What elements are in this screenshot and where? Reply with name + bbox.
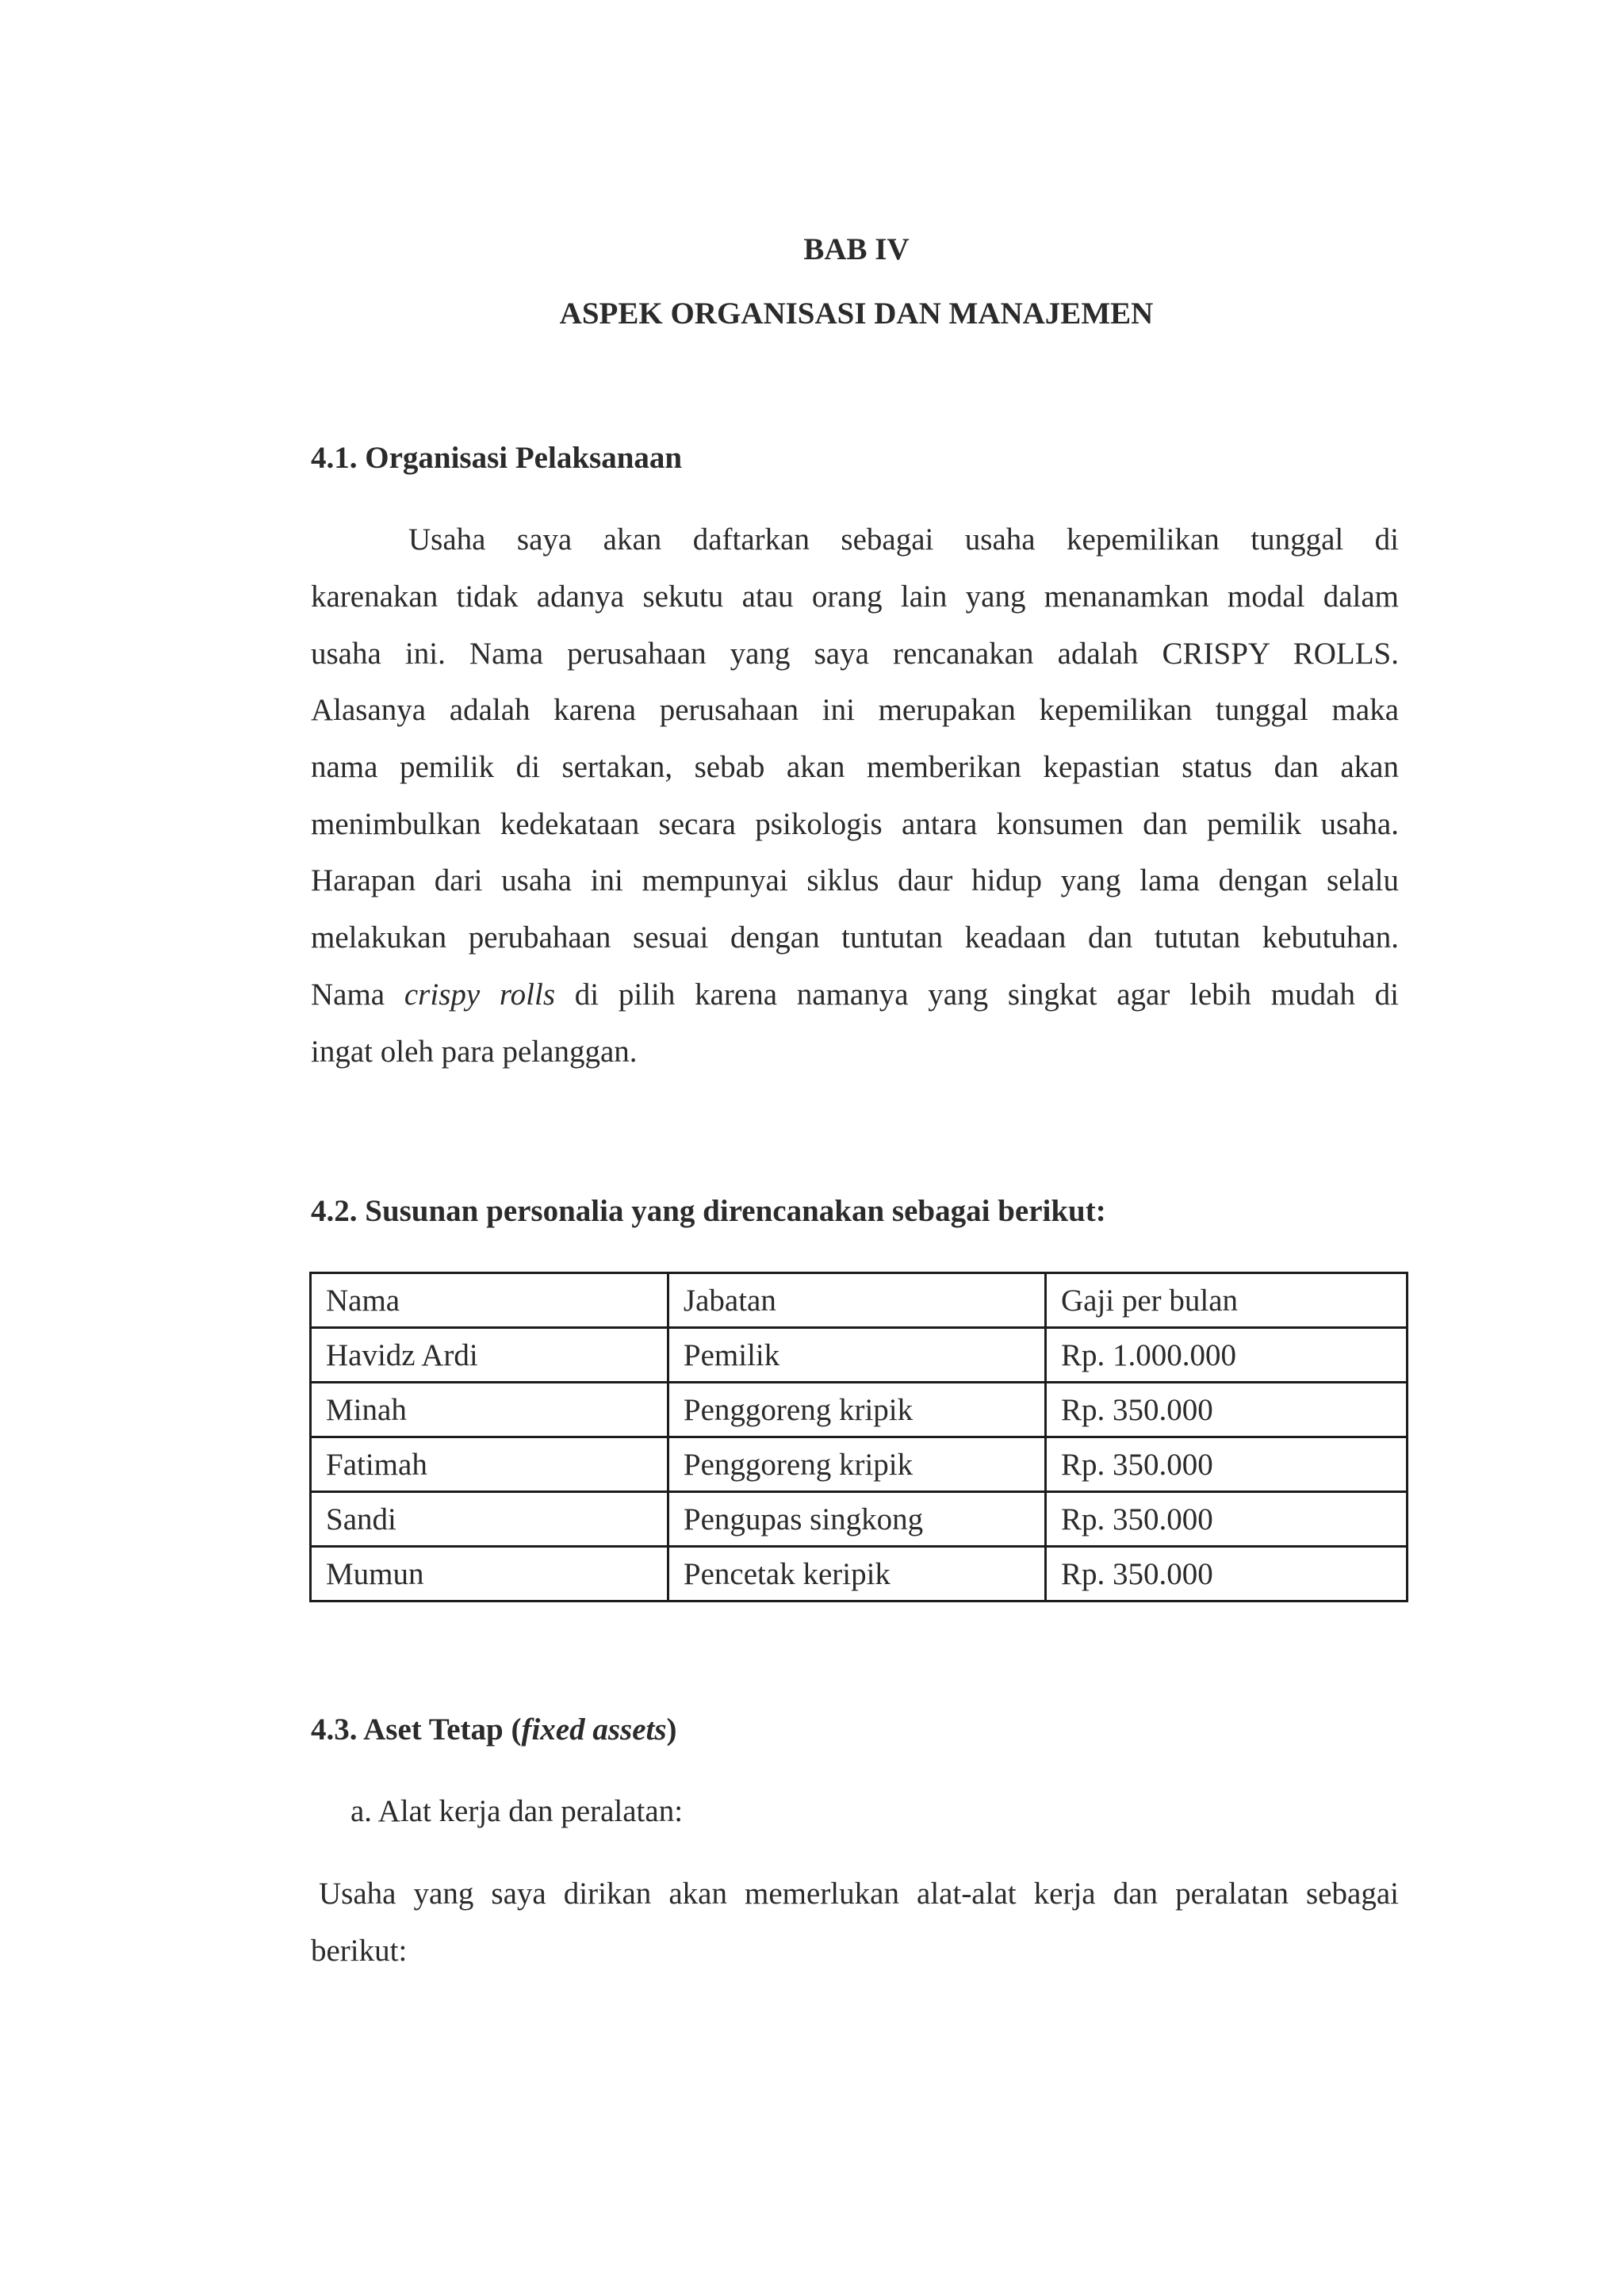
- paragraph-text: di pilih karena namanya yang singkat agar lebih mudah di: [574, 978, 1400, 1012]
- chapter-title: ASPEK ORGANISASI DAN MANAJEMEN: [559, 297, 1154, 331]
- paragraph-text: Nama: [311, 978, 385, 1012]
- table-cell: Pemilik: [668, 1328, 1045, 1383]
- paragraph-line: [311, 977, 1399, 1012]
- table-row: [311, 1492, 1408, 1547]
- table-row: [311, 1383, 1408, 1437]
- paragraph-line: melakukan perubahaan sesuai dengan tuntutan keadaan dan tututan kebutuhan.: [311, 920, 1399, 955]
- table-cell: Penggoreng kripik: [668, 1437, 1045, 1492]
- table-header-cell: Gaji per bulan: [1045, 1273, 1407, 1328]
- table-row: [311, 1437, 1408, 1492]
- table-cell: Rp. 350.000: [1045, 1383, 1407, 1437]
- paragraph-line: Alasanya adalah karena perusahaan ini merupakan kepemilikan tunggal maka: [311, 693, 1399, 727]
- table-cell: Mumun: [311, 1547, 668, 1601]
- heading-text: ): [666, 1712, 677, 1747]
- table-cell: Rp. 350.000: [1045, 1547, 1407, 1601]
- table-cell: Penggoreng kripik: [668, 1383, 1045, 1437]
- heading-italic-text: fixed assets: [521, 1712, 667, 1747]
- section-heading-4-3: [311, 1712, 677, 1747]
- table-header-cell: Nama: [311, 1273, 668, 1328]
- personnel-table: [309, 1272, 1408, 1602]
- paragraph-line: usaha ini. Nama perusahaan yang saya rencanakan adalah CRISPY ROLLS.: [311, 637, 1399, 671]
- section-heading-4-2: 4.2. Susunan personalia yang direncanakan sebagai berikut:: [311, 1194, 1106, 1228]
- table-cell: Havidz Ardi: [311, 1328, 668, 1383]
- table-cell: Rp. 1.000.000: [1045, 1328, 1407, 1383]
- table-cell: Pengupas singkong: [668, 1492, 1045, 1547]
- brand-name-italic: crispy rolls: [404, 978, 556, 1012]
- paragraph-line: berikut:: [311, 1934, 408, 1968]
- table-row: [311, 1547, 1408, 1601]
- section-heading-4-1: 4.1. Organisasi Pelaksanaan: [311, 441, 683, 475]
- heading-text: 4.3. Aset Tetap (: [311, 1712, 522, 1747]
- list-item: a. Alat kerja dan peralatan:: [350, 1794, 684, 1828]
- paragraph-line: nama pemilik di sertakan, sebab akan memberikan kepastian status dan akan: [311, 750, 1399, 784]
- chapter-number: BAB IV: [803, 232, 910, 266]
- paragraph-line: Usaha saya akan daftarkan sebagai usaha kepemilikan tunggal di: [408, 522, 1399, 557]
- table-header-row: [311, 1273, 1408, 1328]
- table-cell: Pencetak keripik: [668, 1547, 1045, 1601]
- table-row: [311, 1328, 1408, 1383]
- paragraph-line: karenakan tidak adanya sekutu atau orang lain yang menanamkan modal dalam: [311, 580, 1399, 614]
- paragraph-line: ingat oleh para pelanggan.: [311, 1035, 638, 1069]
- table-cell: Rp. 350.000: [1045, 1492, 1407, 1547]
- table-header-cell: Jabatan: [668, 1273, 1045, 1328]
- table-cell: Minah: [311, 1383, 668, 1437]
- paragraph-line: Usaha yang saya dirikan akan memerlukan alat-alat kerja dan peralatan sebagai: [319, 1877, 1399, 1911]
- table-cell: Rp. 350.000: [1045, 1437, 1407, 1492]
- table-cell: Sandi: [311, 1492, 668, 1547]
- paragraph-line: Harapan dari usaha ini mempunyai siklus daur hidup yang lama dengan selalu: [311, 863, 1399, 897]
- table-cell: Fatimah: [311, 1437, 668, 1492]
- paragraph-line: menimbulkan kedekataan secara psikologis antara konsumen dan pemilik usaha.: [311, 807, 1399, 841]
